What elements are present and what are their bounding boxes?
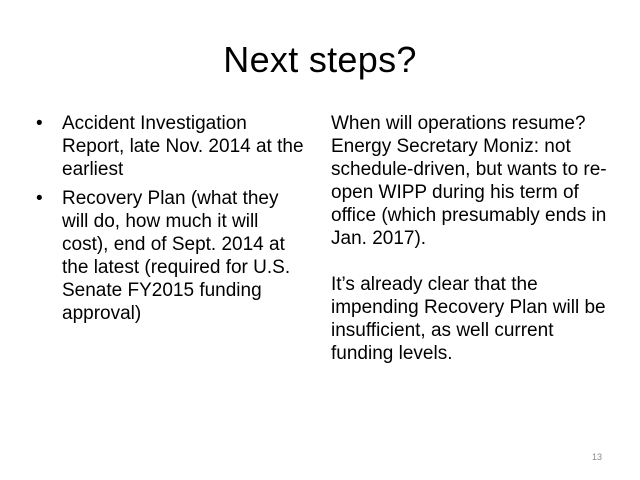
bullet-text: Accident Investigation Report, late Nov. 2014 at the earliest [62, 113, 304, 180]
bullet-item [36, 112, 308, 181]
bullet-text: Recovery Plan (what they will do, how much it will cost), end of Sept. 2014 at the latest (required for U.S. Senate FY2015 funding approval) [62, 188, 291, 324]
paragraph-recovery-plan: It’s already clear that the impending Recovery Plan will be insufficient, as well current funding levels. [331, 274, 606, 364]
bullet-icon: • [36, 113, 43, 134]
bullet-item [36, 187, 308, 325]
right-column [331, 112, 615, 365]
left-column [36, 112, 308, 331]
bullet-icon: • [36, 188, 43, 209]
slide-number: 13 [591, 452, 602, 462]
paragraph-operations: When will operations resume? Energy Secretary Moniz: not schedule-driven, but wants to re-open WIPP during his term of office (which presumably ends in Jan. 2017). [331, 113, 607, 249]
slide-title: Next steps? [223, 39, 417, 80]
bullet-list [36, 112, 308, 325]
